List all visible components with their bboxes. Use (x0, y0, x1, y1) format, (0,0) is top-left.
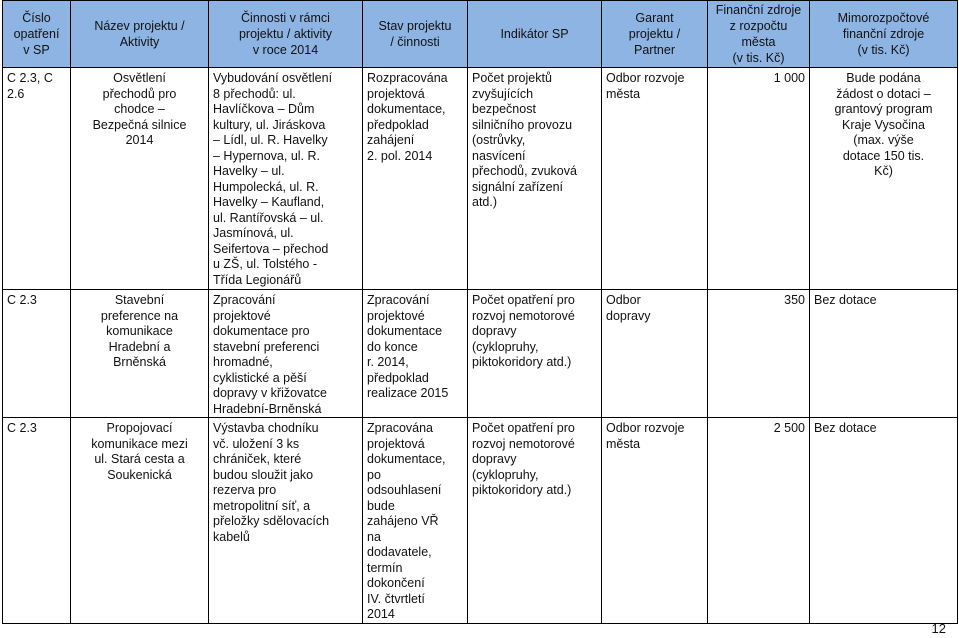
cell-financni: 350 (708, 290, 810, 418)
cell-nazev: Osvětlení přechodů pro chodce – Bezpečná silnice 2014 (71, 68, 209, 290)
cell-indikator: Počet projektů zvyšujících bezpečnost silničního provozu (ostrůvky, nasvícení přechodů, zvuková signální zařízení atd.) (468, 68, 602, 290)
cell-mimo: Bez dotace (810, 418, 958, 624)
cell-cinnosti: Vybudování osvětlení 8 přechodů: ul. Havlíčkova – Dům kultury, ul. Jiráskova – Lídl, ul. R. Havelky – Hypernova, ul. R. Havelky – ul. Humpolecká, ul. R. Havelky – Kaufland, ul. Rantířovská – ul. Jasmínová, ul. Seifertova – přechod u ZŠ, ul. Tolstého - Třída Legionářů (209, 68, 363, 290)
header-financni: Finanční zdroje z rozpočtu města (v tis. Kč) (708, 1, 810, 68)
header-indikator: Indikátor SP (468, 1, 602, 68)
cell-stav: Zpracována projektová dokumentace, po odsouhlasení bude zahájeno VŘ na dodavatele, termín dokončení IV. čtvrtletí 2014 (363, 418, 468, 624)
cell-cinnosti: Zpracování projektové dokumentace pro stavební preferenci hromadné, cyklistické a pěší dopravy v křižovatce Hradební-Brněnská (209, 290, 363, 418)
table-row (3, 418, 958, 624)
header-cinnosti: Činnosti v rámci projektu / aktivity v roce 2014 (209, 1, 363, 68)
table-row (3, 68, 958, 290)
cell-garant: Odbor dopravy (602, 290, 708, 418)
cell-cinnosti: Výstavba chodníku vč. uložení 3 ks chrániček, které budou sloužit jako rezerva pro metropolitní síť, a přeložky sdělovacích kabelů (209, 418, 363, 624)
header-garant: Garant projektu / Partner (602, 1, 708, 68)
cell-indikator: Počet opatření pro rozvoj nemotorové dopravy (cyklopruhy, piktokoridory atd.) (468, 418, 602, 624)
cell-financni: 1 000 (708, 68, 810, 290)
header-nazev: Název projektu / Aktivity (71, 1, 209, 68)
header-mimo: Mimorozpočtové finanční zdroje (v tis. Kč) (810, 1, 958, 68)
cell-indikator: Počet opatření pro rozvoj nemotorové dopravy (cyklopruhy, piktokoridory atd.) (468, 290, 602, 418)
cell-financni: 2 500 (708, 418, 810, 624)
header-stav: Stav projektu / činnosti (363, 1, 468, 68)
page-number: 12 (931, 621, 946, 636)
table-row (3, 290, 958, 418)
cell-cislo: C 2.3, C 2.6 (3, 68, 71, 290)
cell-cislo: C 2.3 (3, 418, 71, 624)
cell-mimo: Bude podána žádost o dotaci – grantový program Kraje Vysočina (max. výše dotace 150 tis. Kč) (810, 68, 958, 290)
cell-garant: Odbor rozvoje města (602, 68, 708, 290)
header-cislo: Číslo opatření v SP (3, 1, 71, 68)
cell-stav: Rozpracována projektová dokumentace, předpoklad zahájení 2. pol. 2014 (363, 68, 468, 290)
cell-cislo: C 2.3 (3, 290, 71, 418)
cell-stav: Zpracování projektové dokumentace do konce r. 2014, předpoklad realizace 2015 (363, 290, 468, 418)
cell-garant: Odbor rozvoje města (602, 418, 708, 624)
cell-mimo: Bez dotace (810, 290, 958, 418)
cell-nazev: Stavební preference na komunikace Hradební a Brněnská (71, 290, 209, 418)
cell-nazev: Propojovací komunikace mezi ul. Stará cesta a Soukenická (71, 418, 209, 624)
header-row (3, 1, 958, 68)
project-table (2, 0, 958, 624)
